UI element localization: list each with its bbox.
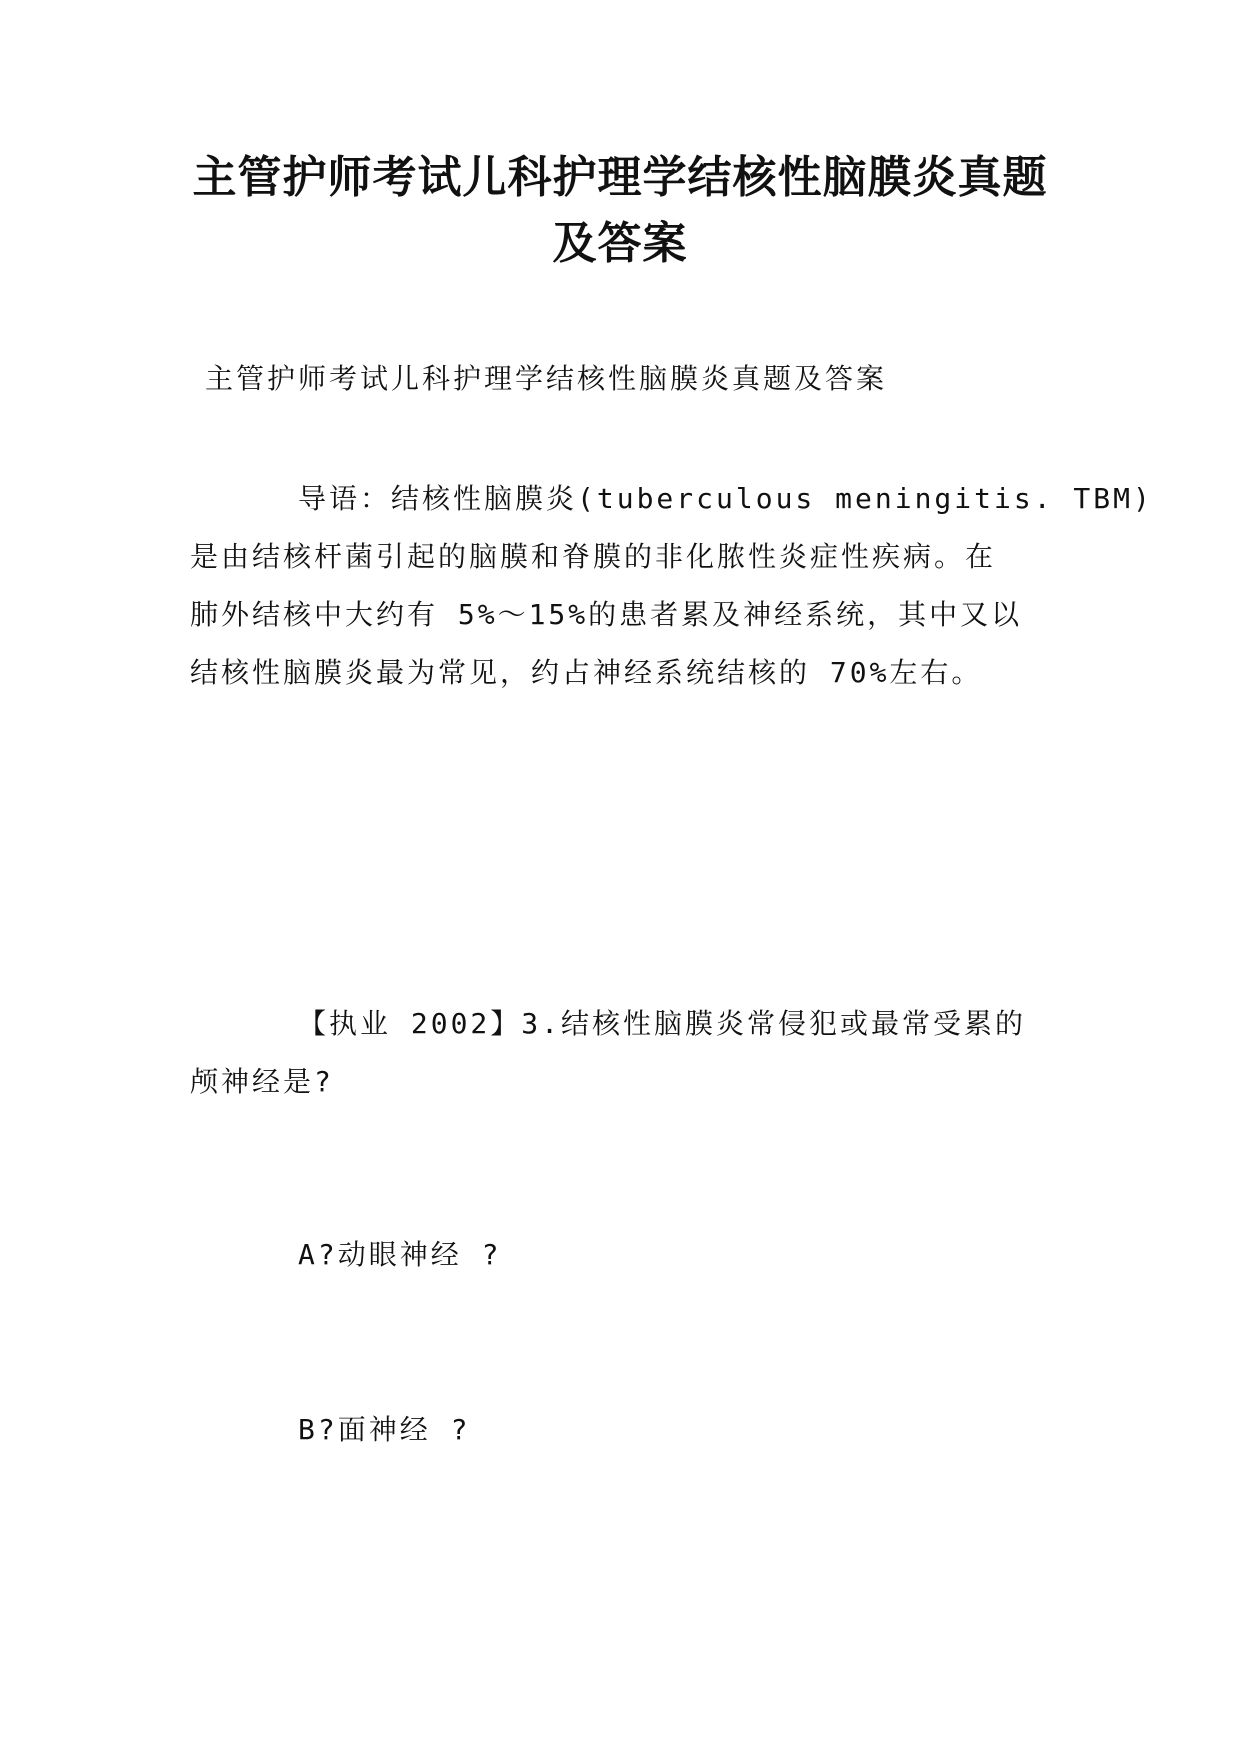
question-line: 颅神经是? — [190, 1065, 334, 1098]
intro-line: 结核性脑膜炎最为常见，约占神经系统结核的 70%左右。 — [190, 656, 983, 689]
intro-line: 肺外结核中大约有 5%～15%的患者累及神经系统，其中又以 — [190, 598, 1023, 631]
intro-line: 导语：结核性脑膜炎(tuberculous meningitis. TBM) — [298, 482, 1153, 515]
intro-paragraph — [190, 470, 1153, 702]
document-subtitle: 主管护师考试儿科护理学结核性脑膜炎真题及答案 — [205, 362, 888, 395]
intro-line: 是由结核杆菌引起的脑膜和脊膜的非化脓性炎症性疾病。在 — [190, 540, 997, 573]
document-title: 主管护师考试儿科护理学结核性脑膜炎真题及答案 — [192, 152, 1048, 269]
option-a: A?动眼神经 ? — [298, 1238, 502, 1271]
option-b: B?面神经 ? — [298, 1413, 471, 1446]
question-line: 【执业 2002】3.结核性脑膜炎常侵犯或最常受累的 — [298, 1007, 1027, 1040]
question-paragraph — [190, 995, 1050, 1111]
